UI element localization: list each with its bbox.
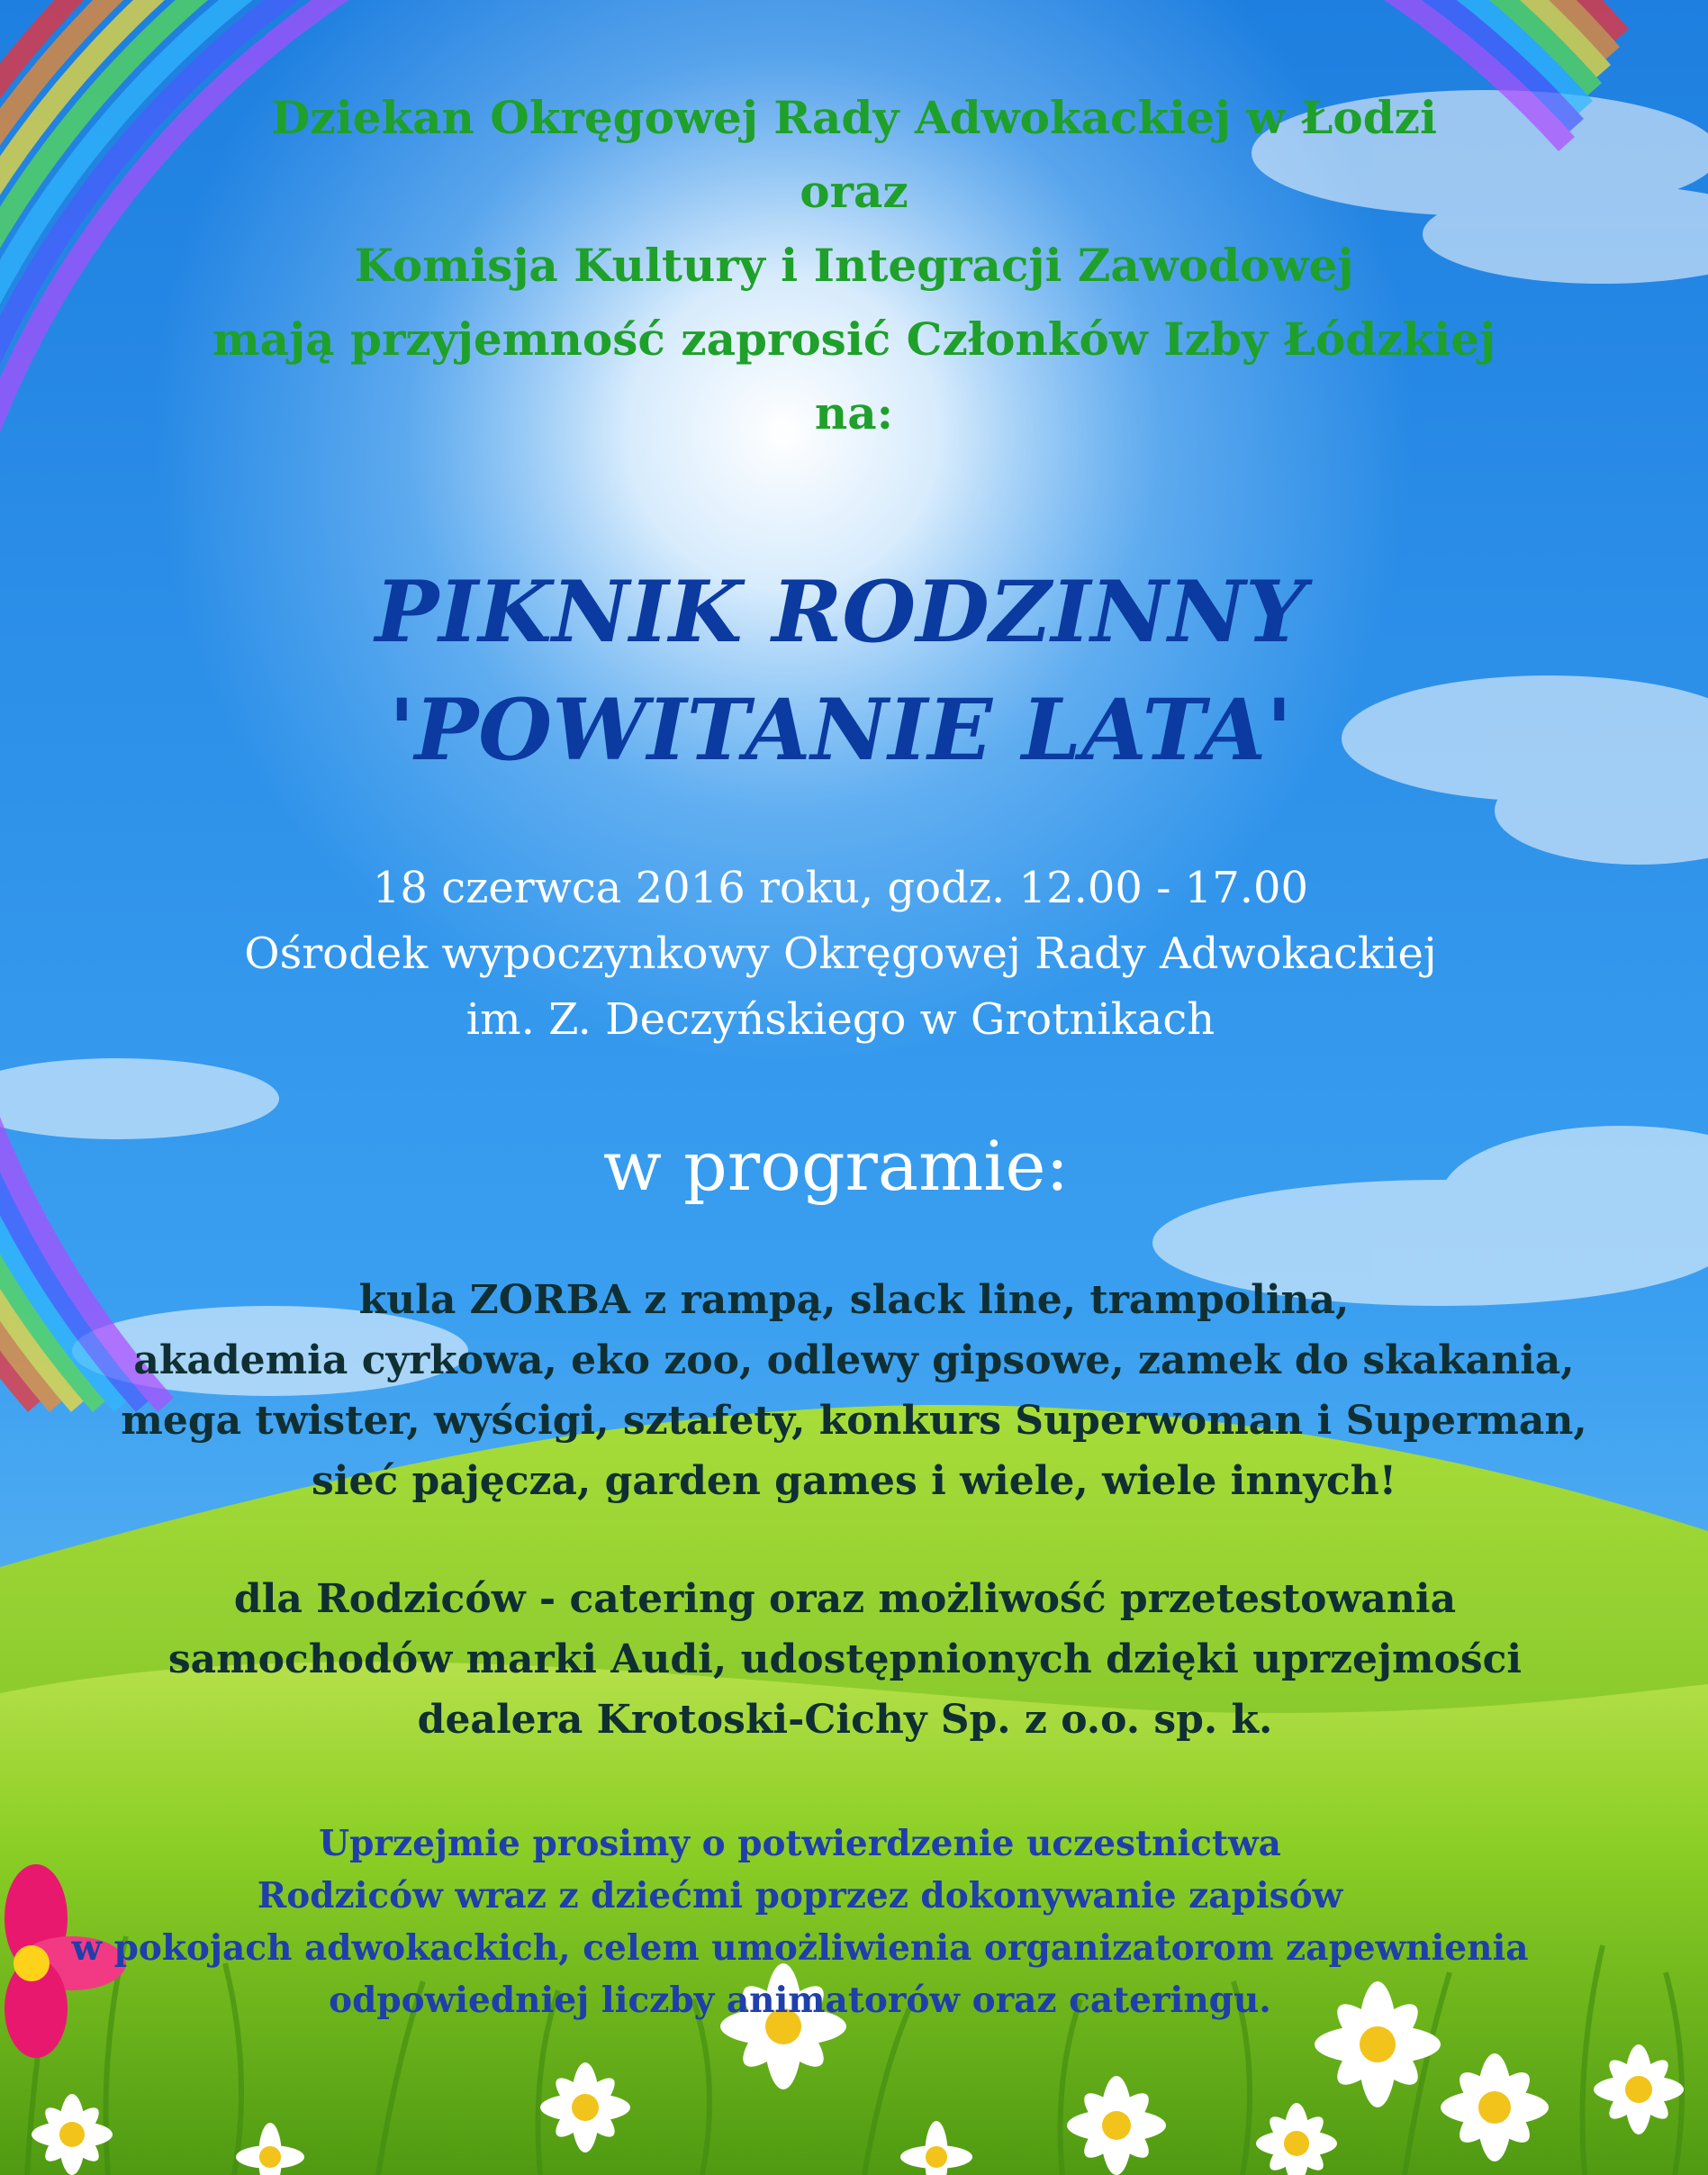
program-line: akademia cyrkowa, eko zoo, odlewy gipsowe, zamek do skakania,	[133, 1337, 1575, 1383]
parents-line: samochodów marki Audi, udostępnionych dzięki uprzejmości	[167, 1636, 1523, 1682]
parents-line: dla Rodziców - catering oraz możliwość przetestowania	[233, 1576, 1457, 1622]
event-title	[0, 554, 1708, 790]
event-datetime: 18 czerwca 2016 roku, godz. 12.00 - 17.00	[372, 863, 1309, 913]
program-line: kula ZORBA z rampą, slack line, trampolina,	[358, 1277, 1350, 1323]
event-venue-line-1: Ośrodek wypoczynkowy Okręgowej Rady Adwokackiej	[244, 929, 1437, 979]
parents-info	[0, 1569, 1708, 1750]
rsvp-line: Uprzejmie prosimy o potwierdzenie uczestnictwa	[319, 1823, 1281, 1864]
event-venue-line-2: im. Z. Deczyńskiego w Grotnikach	[465, 994, 1215, 1045]
parents-line: dealera Krotoski-Cichy Sp. z o.o. sp. k.	[417, 1697, 1273, 1743]
header-line: Komisja Kultury i Integracji Zawodowej	[354, 239, 1354, 292]
header-line: na:	[814, 386, 894, 440]
program-line: mega twister, wyścigi, sztafety, konkurs Superwoman i Superman,	[121, 1398, 1587, 1444]
header-block	[0, 81, 1708, 450]
rsvp-line: odpowiedniej liczby animatorów oraz cateringu.	[329, 1980, 1271, 2021]
rsvp-info	[0, 1817, 1708, 2026]
program-line: sieć pajęcza, garden games i wiele, wiele innych!	[311, 1458, 1397, 1504]
program-list	[0, 1270, 1708, 1511]
rsvp-line: Rodziców wraz z dziećmi poprzez dokonywanie zapisów	[257, 1875, 1343, 1917]
header-line: mają przyjemność zaprosić Członków Izby Łódzkiej	[212, 313, 1496, 366]
event-details	[0, 856, 1708, 1053]
header-line: oraz	[800, 165, 908, 218]
program-heading: w programie:	[602, 1126, 1070, 1206]
header-line: Dziekan Okręgowej Rady Adwokackiej w Łodzi	[270, 91, 1438, 144]
title-line-2: 'POWITANIE LATA'	[388, 681, 1293, 780]
rsvp-line: w pokojach adwokackich, celem umożliwienia organizatorom zapewnienia	[71, 1927, 1529, 1969]
title-line-1: PIKNIK RODZINNY	[375, 563, 1306, 662]
